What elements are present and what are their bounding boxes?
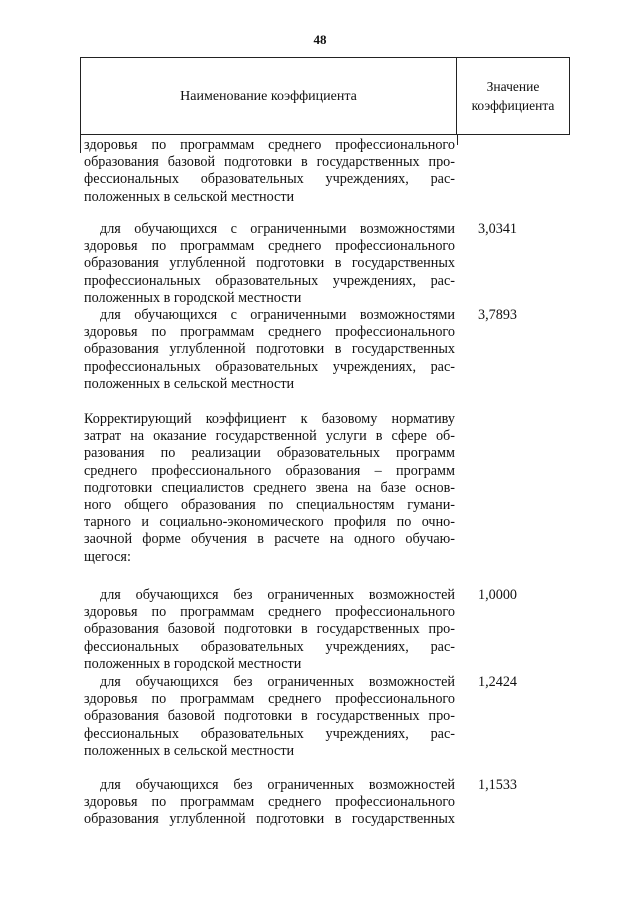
row-text-line: образования углубленной подготовки в государственных xyxy=(84,341,455,358)
row-text-line: положенных в сельской местности xyxy=(84,742,295,759)
table-header xyxy=(80,57,570,135)
row-text-line: здоровья по программам среднего профессионального xyxy=(84,691,455,708)
row-text-line: образования углубленной подготовки в государственных xyxy=(84,255,455,272)
header-value-line2: коэффициента xyxy=(471,98,555,113)
coefficient-value: 3,0341 xyxy=(478,221,518,237)
row-text-line: ного общего образования по специальностям гумани- xyxy=(84,497,456,514)
row-text-line: для обучающихся без ограниченных возможностей xyxy=(100,674,455,690)
coefficient-value: 1,1533 xyxy=(478,777,518,793)
page-number: 48 xyxy=(313,32,327,47)
row-text-line: здоровья по программам среднего профессионального xyxy=(84,604,455,621)
row-text-line: щегося: xyxy=(84,548,131,565)
row-text-line: фессиональных образовательных учреждениях, рас- xyxy=(84,638,455,655)
header-coefficient-name: Наименование коэффициента xyxy=(81,58,457,134)
row-text-line: разования по реализации образовательных программ xyxy=(84,445,455,462)
coefficient-value: 1,0000 xyxy=(478,587,518,603)
row-text-line: затрат на оказание государственной услуги в сфере об- xyxy=(84,428,455,445)
row-text-line: профессиональных образовательных учреждениях, рас- xyxy=(84,358,455,375)
coefficient-row xyxy=(84,307,455,393)
coefficient-row-continuation xyxy=(84,137,455,206)
row-text-line: положенных в сельской местности xyxy=(84,188,295,205)
row-text-line: для обучающихся с ограниченными возможностями xyxy=(100,307,455,323)
row-text-line: подготовки специалистов среднего звена на базе основ- xyxy=(84,479,456,496)
row-text-line: фессиональных образовательных учреждениях, рас- xyxy=(84,171,455,188)
coefficient-row xyxy=(84,777,455,829)
coefficient-value: 1,2424 xyxy=(478,674,518,690)
coefficient-row xyxy=(84,674,455,760)
row-text-line: для обучающихся без ограниченных возможностей xyxy=(100,587,455,603)
table-left-border xyxy=(80,135,81,153)
row-text-line: здоровья по программам среднего профессионального xyxy=(84,238,455,255)
header-coefficient-value xyxy=(457,58,569,134)
row-text-line: Корректирующий коэффициент к базовому нормативу xyxy=(84,411,455,427)
row-text-line: здоровья по программам среднего профессионального xyxy=(84,794,455,811)
row-text-line: здоровья по программам среднего профессионального xyxy=(84,137,455,153)
row-text-line: среднего профессионального образования – программ xyxy=(84,462,455,479)
row-text-line: тарного и социально-экономического профиля по очно- xyxy=(84,514,455,531)
coefficient-row xyxy=(84,587,455,673)
row-text-line: заочной форме обучения в расчете на одного обучаю- xyxy=(84,531,455,548)
row-text-line: образования базовой подготовки в государственных про- xyxy=(84,708,456,725)
row-text-line: для обучающихся с ограниченными возможностями xyxy=(100,221,455,237)
coefficient-row xyxy=(84,221,455,307)
table-column-divider xyxy=(457,135,458,145)
row-text-line: здоровья по программам среднего профессионального xyxy=(84,324,455,341)
coefficient-heading xyxy=(84,411,455,566)
row-text-line: положенных в сельской местности xyxy=(84,375,295,392)
row-text-line: образования углубленной подготовки в государственных xyxy=(84,811,455,828)
row-text-line: фессиональных образовательных учреждениях, рас- xyxy=(84,725,455,742)
row-text-line: для обучающихся без ограниченных возможностей xyxy=(100,777,455,793)
header-value-line1: Значение xyxy=(486,79,540,94)
row-text-line: положенных в городской местности xyxy=(84,289,302,306)
row-text-line: положенных в городской местности xyxy=(84,655,302,672)
coefficient-value: 3,7893 xyxy=(478,307,518,323)
row-text-line: профессиональных образовательных учреждениях, рас- xyxy=(84,272,455,289)
row-text-line: образования базовой подготовки в государственных про- xyxy=(84,154,456,171)
row-text-line: образования базовой подготовки в государственных про- xyxy=(84,621,456,638)
